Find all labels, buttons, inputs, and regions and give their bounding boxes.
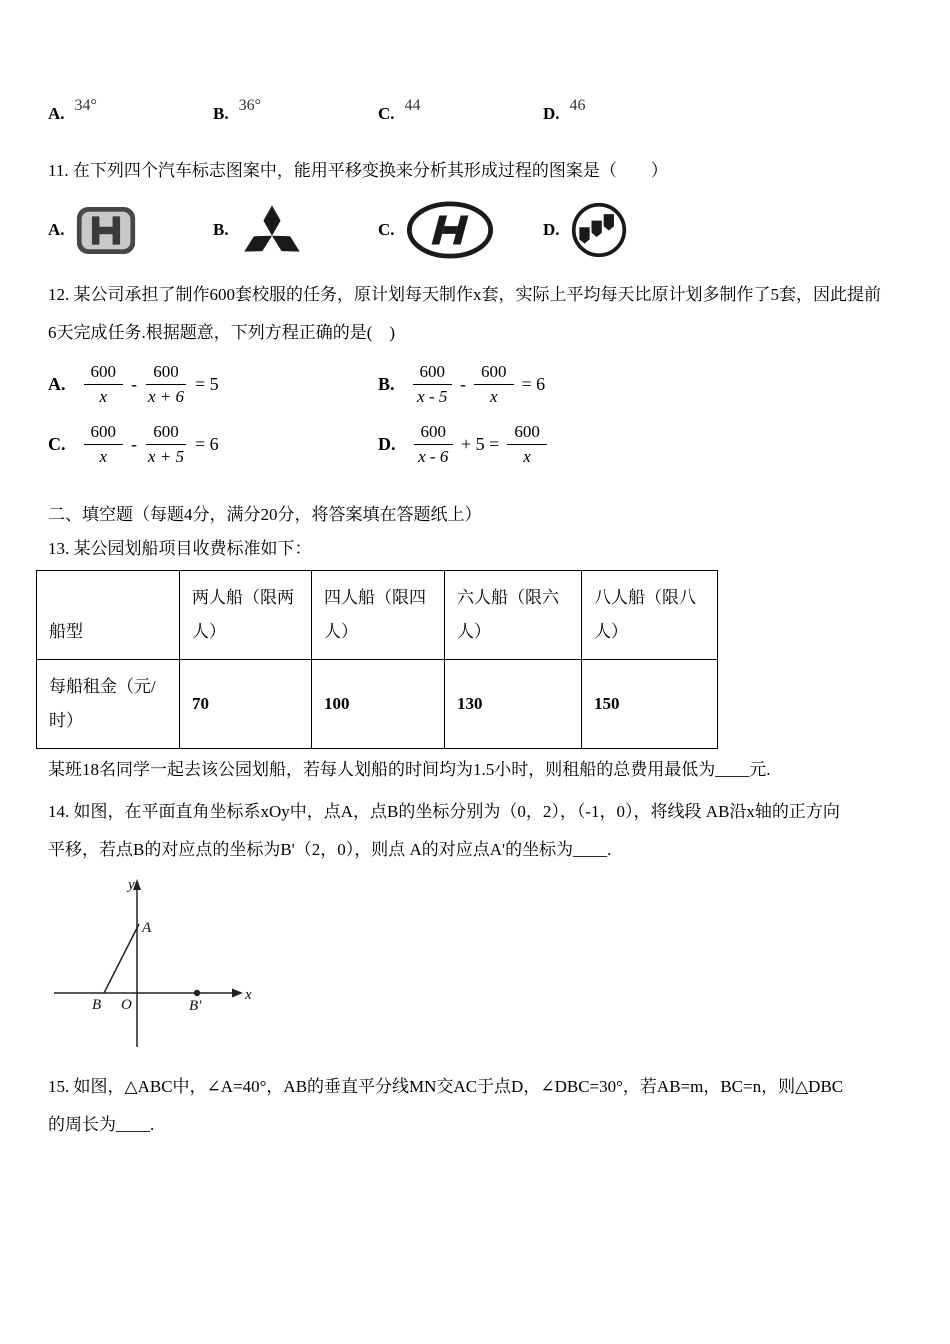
q11-option-b bbox=[213, 204, 378, 257]
fraction: $\frac{600}{x + 5}$ bbox=[148, 422, 185, 466]
minus-operator: - bbox=[460, 373, 467, 394]
q12-option-d bbox=[378, 422, 547, 466]
q13-text: 13. 某公园划船项目收费标准如下： bbox=[48, 539, 312, 559]
q11-text: 11. 在下列四个汽车标志图案中，能用平移变换来分析其形成过程的图案是（ ） bbox=[48, 161, 668, 180]
fraction: $\frac{600}{x}$ bbox=[84, 362, 124, 406]
table-data-row bbox=[37, 660, 718, 749]
q12-equation-row-1 bbox=[48, 362, 895, 406]
fraction: $\frac{600}{x}$ bbox=[84, 422, 124, 466]
option-value: 34° bbox=[74, 97, 97, 114]
option-label: A. bbox=[48, 373, 66, 394]
minus-operator: - bbox=[131, 433, 137, 454]
fraction: $\frac{600}{x}$ bbox=[507, 422, 547, 466]
table-cell: 每船租金（元/时） bbox=[37, 660, 180, 749]
option-label: D. bbox=[543, 220, 560, 239]
q12-text-line1: 12. 某公司承担了制作600套校服的任务，原计划每天制作x套，实际上平均每天比原计划多制作了5套，因此提前 bbox=[48, 285, 881, 304]
hyundai-logo-wrap bbox=[378, 200, 495, 260]
q12-option-a bbox=[48, 362, 378, 406]
q10-option-d bbox=[543, 97, 708, 124]
fraction: $\frac{600}{x - 6}$ bbox=[414, 422, 454, 466]
boat-fee-table bbox=[36, 570, 718, 749]
q10-option-b bbox=[213, 97, 378, 124]
mitsubishi-logo bbox=[239, 204, 305, 257]
hyundai-logo bbox=[405, 200, 495, 260]
table-cell: 130 bbox=[445, 660, 582, 749]
option-label: A. bbox=[48, 104, 65, 123]
fraction: $\frac{600}{x}$ bbox=[474, 362, 514, 406]
option-label: A. bbox=[48, 220, 65, 239]
origin-label: O bbox=[121, 997, 132, 1014]
q15-text-line2: 的周长为____. bbox=[48, 1115, 155, 1135]
fraction: $\frac{600}{x + 6}$ bbox=[148, 362, 185, 406]
table-cell: 70 bbox=[180, 660, 312, 749]
segment-AB bbox=[104, 924, 139, 993]
point-B-prime bbox=[194, 990, 200, 996]
point-A-label: A bbox=[142, 920, 152, 937]
option-label: C. bbox=[48, 433, 66, 454]
point-B-prime-label: B′ bbox=[189, 998, 202, 1015]
q12-equation-row-2 bbox=[48, 422, 895, 466]
table-cell: 六人船（限六人） bbox=[445, 571, 582, 660]
table-cell: 100 bbox=[312, 660, 445, 749]
option-label: B. bbox=[378, 373, 395, 394]
q10-options-row bbox=[48, 97, 895, 124]
table-cell: 船型 bbox=[37, 571, 180, 660]
equation-rhs: = 5 bbox=[195, 373, 219, 394]
buick-logo bbox=[570, 201, 628, 259]
q12-text-line2: 6天完成任务.根据题意，下列方程正确的是( ) bbox=[48, 323, 396, 342]
q11-option-d bbox=[543, 201, 708, 259]
equation-middle: + 5 = bbox=[461, 433, 500, 454]
q14-text-line2: 平移，若点B的对应点的坐标为B'（2，0），则点 A的对应点A'的坐标为____. bbox=[48, 840, 612, 860]
option-label: C. bbox=[378, 104, 395, 123]
q10-option-a bbox=[48, 97, 213, 124]
q12-option-b bbox=[378, 362, 545, 406]
point-B-label: B bbox=[92, 997, 102, 1014]
table-cell: 四人船（限四人） bbox=[312, 571, 445, 660]
option-value: 46 bbox=[569, 97, 586, 114]
q11-option-c bbox=[378, 200, 543, 260]
option-value: 36° bbox=[238, 97, 261, 114]
q14-text-line1: 14. 如图，在平面直角坐标系xOy中，点A，点B的坐标分别为（0，2），（-1，0），将线段 AB沿x轴的正方向 bbox=[48, 802, 840, 822]
option-value: 44 bbox=[404, 97, 421, 114]
table-cell: 八人船（限八人） bbox=[582, 571, 718, 660]
equation-rhs: = 6 bbox=[521, 373, 546, 394]
equation-rhs: = 6 bbox=[195, 433, 219, 454]
option-label: D. bbox=[543, 104, 560, 123]
minus-operator: - bbox=[131, 373, 137, 394]
table-cell: 两人船（限两人） bbox=[180, 571, 312, 660]
q11-options-row bbox=[48, 198, 895, 262]
option-label: D. bbox=[378, 433, 396, 454]
table-header-row bbox=[37, 571, 718, 660]
option-label: B. bbox=[213, 104, 229, 123]
q10-option-c bbox=[378, 97, 543, 124]
q14-coordinate-figure bbox=[42, 875, 895, 1060]
q12-option-c bbox=[48, 422, 378, 466]
q13-note: 某班18名同学一起去该公园划船，若每人划船的时间均为1.5小时，则租船的总费用最低为____元. bbox=[48, 760, 771, 780]
table-cell: 150 bbox=[582, 660, 718, 749]
option-label: B. bbox=[213, 220, 229, 239]
q15-text-line1: 15. 如图，△ABC中，∠A=40°，AB的垂直平分线MN交AC于点D，∠DBC=30°，若AB=m，BC=n，则△DBC bbox=[48, 1077, 844, 1097]
option-label: C. bbox=[378, 220, 395, 239]
x-axis-label: x bbox=[245, 987, 252, 1004]
honda-logo bbox=[75, 205, 137, 256]
section2-title: 二、填空题（每题4分，满分20分，将答案填在答题纸上） bbox=[48, 505, 482, 525]
x-axis-arrow bbox=[232, 989, 243, 998]
fraction: $\frac{600}{x - 5}$ bbox=[413, 362, 453, 406]
q11-option-a bbox=[48, 205, 213, 256]
y-axis-label: y bbox=[128, 877, 135, 894]
